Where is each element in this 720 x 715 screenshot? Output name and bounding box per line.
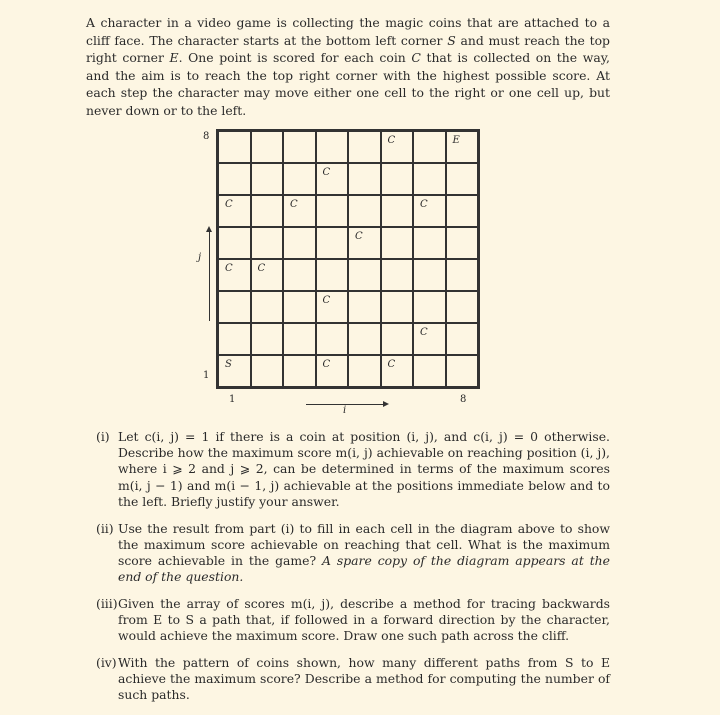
grid-cell bbox=[446, 163, 479, 195]
part-text: Given the array of scores m(i, j), describe a method for tracing backwards from E to S a path that, if followed in a forward direction by the character, would achieve the maximum score. Draw one such path across the cliff. bbox=[118, 595, 610, 644]
grid-cell bbox=[446, 131, 479, 163]
grid-cell bbox=[283, 163, 316, 195]
grid-cell bbox=[348, 323, 381, 355]
grid-cell bbox=[316, 163, 349, 195]
grid-cell bbox=[251, 259, 284, 291]
intro-s-symbol: S bbox=[447, 32, 456, 48]
part-number: (iii) bbox=[96, 595, 118, 611]
coin-marker: C bbox=[322, 167, 331, 178]
coin-marker: C bbox=[355, 231, 363, 242]
grid-cell bbox=[218, 163, 251, 195]
grid-cell bbox=[348, 259, 381, 291]
part-text-block bbox=[118, 655, 610, 704]
grid-cell bbox=[316, 195, 349, 227]
grid-cell bbox=[348, 163, 381, 195]
start-marker: S bbox=[225, 359, 232, 370]
grid-cell bbox=[283, 227, 316, 259]
row-top-label: 8 bbox=[203, 131, 210, 142]
grid-cell bbox=[283, 291, 316, 323]
part-text: Let c(i, j) = 1 if there is a coin at position (i, j), and c(i, j) = 0 otherwise. Describe how the maximum score m(i, j) achievable on reaching position (i, j), where i ⩾ 2 and j ⩾ 2, can be determined in terms of the maximum scores m(i, j − 1) and m(i − 1, j) achievable at the positions immediate below and to the left. Briefly justify your answer. bbox=[118, 429, 610, 509]
grid-cell bbox=[348, 355, 381, 387]
part-number: (iv) bbox=[96, 654, 117, 670]
cliff-grid bbox=[216, 129, 480, 389]
grid-cell bbox=[218, 259, 251, 291]
grid-cell bbox=[251, 227, 284, 259]
grid-cell bbox=[283, 355, 316, 387]
grid-cell bbox=[316, 227, 349, 259]
intro-e-symbol: E bbox=[169, 50, 179, 66]
question-part bbox=[96, 596, 610, 645]
grid-cell bbox=[413, 163, 446, 195]
col-right-label: 8 bbox=[460, 394, 467, 405]
grid-cell bbox=[413, 259, 446, 291]
question-part bbox=[96, 521, 610, 586]
part-italic-note: A spare copy of the diagram appears at the end of the question. bbox=[118, 552, 610, 585]
grid-cell bbox=[381, 227, 414, 259]
grid-cell bbox=[413, 195, 446, 227]
coin-marker: C bbox=[257, 263, 266, 274]
grid-cell bbox=[413, 131, 446, 163]
j-axis-arrow bbox=[209, 231, 210, 321]
grid-cell bbox=[413, 355, 446, 387]
grid-cell bbox=[413, 291, 446, 323]
grid-cell bbox=[251, 163, 284, 195]
grid-cell bbox=[348, 291, 381, 323]
grid-cell bbox=[218, 323, 251, 355]
coin-marker: C bbox=[290, 199, 298, 210]
grid-cell bbox=[316, 355, 349, 387]
question-part bbox=[96, 429, 610, 510]
grid-cell bbox=[348, 195, 381, 227]
intro-text-4: that is collected on the way, and the aim is to reach the top right corner with the highest possible score. At each step the character may move either one cell to the right or one cell up, but never down or to the left. bbox=[86, 50, 610, 118]
end-marker: E bbox=[452, 135, 460, 146]
grid-cell bbox=[446, 195, 479, 227]
part-text-block bbox=[118, 596, 610, 645]
intro-text-2: and must reach the top right corner bbox=[86, 32, 610, 66]
part-text: With the pattern of coins shown, how many different paths from S to E achieve the maximum score? Describe a method for computing the number of such paths. bbox=[118, 654, 610, 703]
coin-marker: C bbox=[420, 199, 428, 210]
coin-marker: C bbox=[322, 295, 331, 306]
grid-cell bbox=[446, 291, 479, 323]
grid-cell bbox=[413, 323, 446, 355]
grid-cell bbox=[251, 323, 284, 355]
i-axis-label: i bbox=[343, 405, 347, 416]
grid-cell bbox=[283, 131, 316, 163]
grid-cell bbox=[218, 131, 251, 163]
part-number: (ii) bbox=[96, 520, 114, 536]
grid-cell bbox=[218, 291, 251, 323]
grid-cell bbox=[348, 131, 381, 163]
grid-cell bbox=[381, 323, 414, 355]
part-text: Use the result from part (i) to fill in each cell in the diagram above to show the maximum score achievable on reaching that cell. What is the maximum score achievable in the game? bbox=[118, 520, 610, 568]
question-part bbox=[96, 655, 610, 704]
part-number: (i) bbox=[96, 429, 110, 444]
grid-cell bbox=[381, 355, 414, 387]
grid-cell bbox=[446, 323, 479, 355]
coin-marker: C bbox=[225, 199, 233, 210]
part-text-block bbox=[118, 429, 610, 510]
coin-marker: C bbox=[225, 263, 233, 274]
grid-cell bbox=[251, 195, 284, 227]
coin-marker: C bbox=[387, 359, 396, 370]
grid-cell bbox=[316, 323, 349, 355]
col-left-label: 1 bbox=[229, 394, 236, 405]
grid-cell bbox=[446, 355, 479, 387]
grid-cell bbox=[446, 259, 479, 291]
coin-marker: C bbox=[387, 135, 396, 146]
intro-paragraph bbox=[86, 14, 610, 120]
question-parts bbox=[96, 429, 610, 714]
grid-cell bbox=[316, 131, 349, 163]
part-text-block bbox=[118, 521, 610, 586]
grid-cell bbox=[251, 355, 284, 387]
grid-cell bbox=[218, 355, 251, 387]
coin-marker: C bbox=[420, 327, 428, 338]
intro-c-symbol: C bbox=[411, 50, 421, 66]
j-axis-label: j bbox=[198, 252, 202, 263]
grid-cell bbox=[381, 163, 414, 195]
grid-cell bbox=[413, 227, 446, 259]
grid-cell bbox=[381, 259, 414, 291]
grid-cell bbox=[283, 323, 316, 355]
grid-cell bbox=[251, 131, 284, 163]
intro-text-1: A character in a video game is collecting the magic coins that are attached to a cliff face. The character starts at the bottom left corner bbox=[86, 15, 610, 48]
grid-cell bbox=[381, 195, 414, 227]
grid-cell bbox=[283, 195, 316, 227]
row-bottom-label: 1 bbox=[203, 370, 210, 381]
grid-cell bbox=[316, 259, 349, 291]
grid-cell bbox=[446, 227, 479, 259]
grid-cell bbox=[218, 227, 251, 259]
grid-cell bbox=[348, 227, 381, 259]
grid-cell bbox=[283, 259, 316, 291]
intro-text-3: . One point is scored for each coin bbox=[178, 50, 412, 66]
grid-cell bbox=[381, 291, 414, 323]
grid-cell bbox=[381, 131, 414, 163]
grid-cell bbox=[316, 291, 349, 323]
grid-cell bbox=[218, 195, 251, 227]
coin-marker: C bbox=[322, 359, 331, 370]
grid-cell bbox=[251, 291, 284, 323]
